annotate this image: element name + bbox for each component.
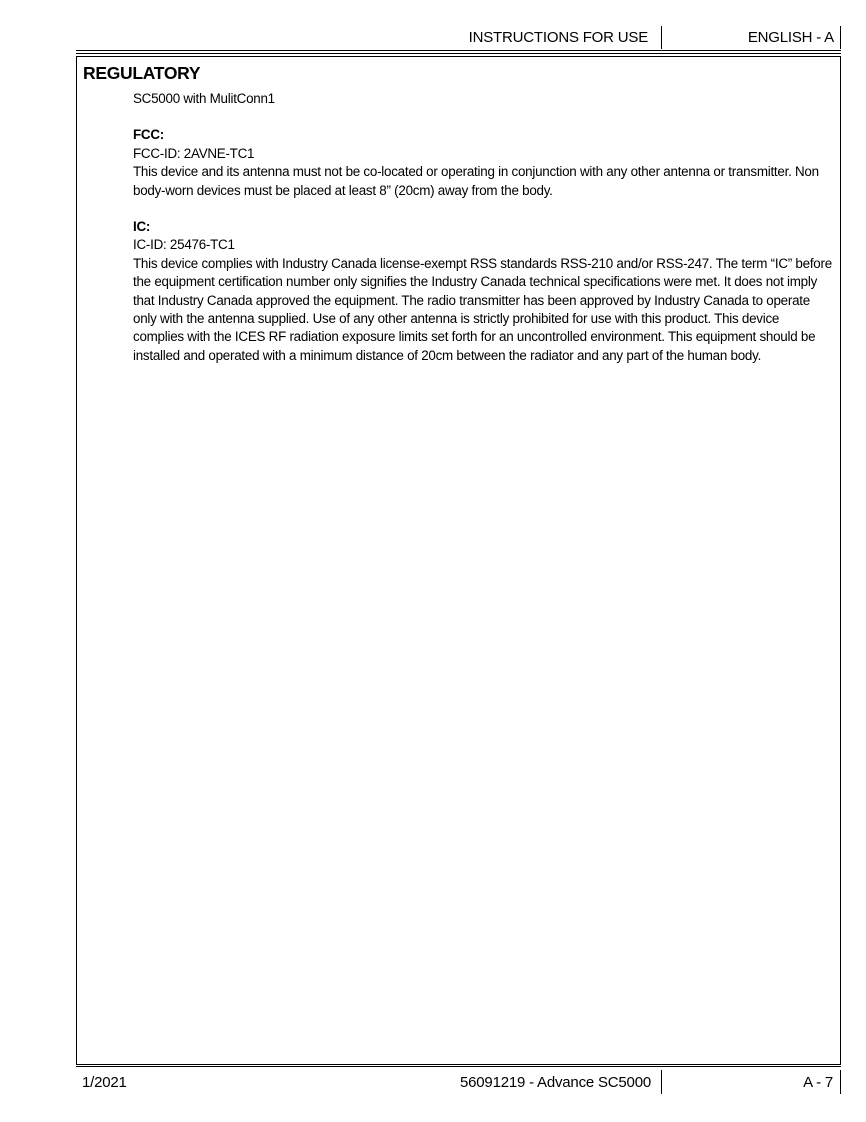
regulatory-content xyxy=(133,90,833,365)
header-rule-top xyxy=(76,50,841,51)
spacer xyxy=(133,108,833,126)
page-header xyxy=(76,26,841,50)
footer-divider xyxy=(661,1070,662,1094)
fcc-id: FCC-ID: 2AVNE-TC1 xyxy=(133,145,255,161)
footer-date: 1/2021 xyxy=(82,1074,127,1091)
header-section-label: INSTRUCTIONS FOR USE xyxy=(468,29,648,46)
section-title: REGULATORY xyxy=(83,63,201,83)
ic-heading: IC: xyxy=(133,219,151,235)
ic-id: IC-ID: 25476-TC1 xyxy=(133,237,235,253)
header-language-label: ENGLISH - A xyxy=(747,29,834,46)
product-line: SC5000 with MulitConn1 xyxy=(133,91,275,106)
header-rule-bottom xyxy=(76,53,841,54)
fcc-body: This device and its antenna must not be co-located or operating in conjunction with any other antenna or transmitter. Non body-worn devices must be placed at least 8” (20cm) away from the body. xyxy=(133,164,819,198)
content-frame xyxy=(76,56,841,1065)
ic-body: This device complies with Industry Canada license-exempt RSS standards RSS-210 and/or RSS-247. The term “IC” before the equipment certification number only signifies the Industry Canada technical specifications were met. It does not imply that Industry Canada approved the equipment. The radio transmitter has been approved by Industry Canada to operate only with the antenna supplied. Use of any other antenna is strictly prohibited for use with this product. This device complies with the ICES RF radiation exposure limits set forth for an uncontrolled environment. This equipment should be installed and operated with a minimum distance of 20cm between the radiator and any part of the human body. xyxy=(133,255,832,363)
footer-model: 56091219 - Advance SC5000 xyxy=(460,1074,651,1091)
header-divider xyxy=(661,26,662,49)
footer-rule xyxy=(76,1066,841,1067)
header-right-border xyxy=(840,26,841,49)
fcc-heading: FCC: xyxy=(133,127,164,143)
spacer xyxy=(133,200,833,218)
page-footer xyxy=(76,1070,841,1096)
footer-page-number: A - 7 xyxy=(803,1074,833,1091)
footer-right-border xyxy=(840,1070,841,1094)
